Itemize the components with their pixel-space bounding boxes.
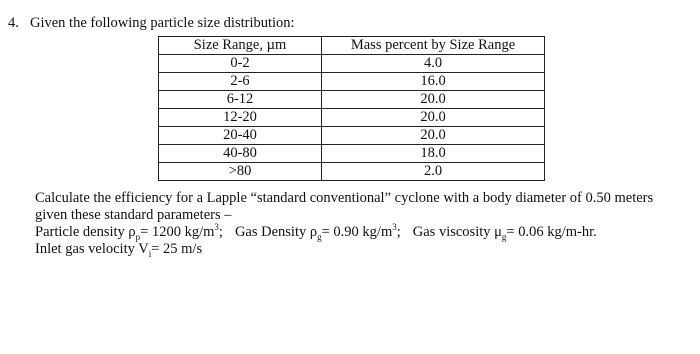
table-row — [159, 91, 545, 109]
particle-density-exponent: 3 — [214, 222, 219, 233]
particle-size-table — [158, 36, 545, 181]
table-row — [159, 55, 545, 73]
particle-density-subscript: p — [135, 231, 141, 242]
table-row — [159, 109, 545, 127]
gas-density-subscript: g — [317, 231, 322, 242]
gas-density-end: ; — [396, 224, 401, 240]
size-range-cell: 40-80 — [159, 145, 322, 163]
header-size-range: Size Range, µm — [159, 37, 322, 55]
particle-density-value: = 1200 kg/m — [140, 224, 215, 240]
question-number: 4. — [8, 15, 19, 31]
parameters-line — [35, 224, 695, 241]
size-range-cell: 12-20 — [159, 109, 322, 127]
question-prompt: Given the following particle size distribution: — [30, 15, 295, 31]
table-header-row — [159, 37, 545, 55]
mass-percent-cell: 20.0 — [322, 127, 545, 145]
inlet-velocity-subscript: i — [148, 248, 152, 259]
size-range-cell: 2-6 — [159, 73, 322, 91]
mass-percent-cell: 4.0 — [322, 55, 545, 73]
size-range-cell: 0-2 — [159, 55, 322, 73]
size-range-cell: 6-12 — [159, 91, 322, 109]
gas-viscosity-label: Gas viscosity μ — [412, 224, 502, 240]
particle-density-end: ; — [218, 224, 223, 240]
table-row — [159, 145, 545, 163]
problem-statement — [35, 190, 695, 258]
statement-line-2: given these standard parameters – — [35, 207, 232, 223]
question-header — [8, 14, 295, 32]
mass-percent-cell: 20.0 — [322, 91, 545, 109]
size-range-cell: 20-40 — [159, 127, 322, 145]
particle-density-label: Particle density ρ — [35, 224, 136, 240]
header-mass-percent: Mass percent by Size Range — [322, 37, 545, 55]
table-row — [159, 163, 545, 181]
statement-line-1: Calculate the efficiency for a Lapple “standard conventional” cyclone with a body diameter of 0.50 meters — [35, 190, 654, 206]
table-row — [159, 127, 545, 145]
mass-percent-cell: 20.0 — [322, 109, 545, 127]
gas-density-value: = 0.90 kg/m — [321, 224, 393, 240]
gas-viscosity-subscript: g — [501, 231, 507, 242]
mass-percent-cell: 2.0 — [322, 163, 545, 181]
inlet-velocity-label: Inlet gas velocity V — [35, 241, 149, 257]
table-row — [159, 73, 545, 91]
size-range-cell: >80 — [159, 163, 322, 181]
gas-viscosity-value: = 0.06 kg/m-hr. — [506, 224, 597, 240]
mass-percent-cell: 16.0 — [322, 73, 545, 91]
velocity-line — [35, 241, 695, 258]
gas-density-label: Gas Density ρ — [234, 224, 318, 240]
inlet-velocity-value: = 25 m/s — [151, 241, 203, 257]
mass-percent-cell: 18.0 — [322, 145, 545, 163]
gas-density-exponent: 3 — [392, 222, 397, 233]
